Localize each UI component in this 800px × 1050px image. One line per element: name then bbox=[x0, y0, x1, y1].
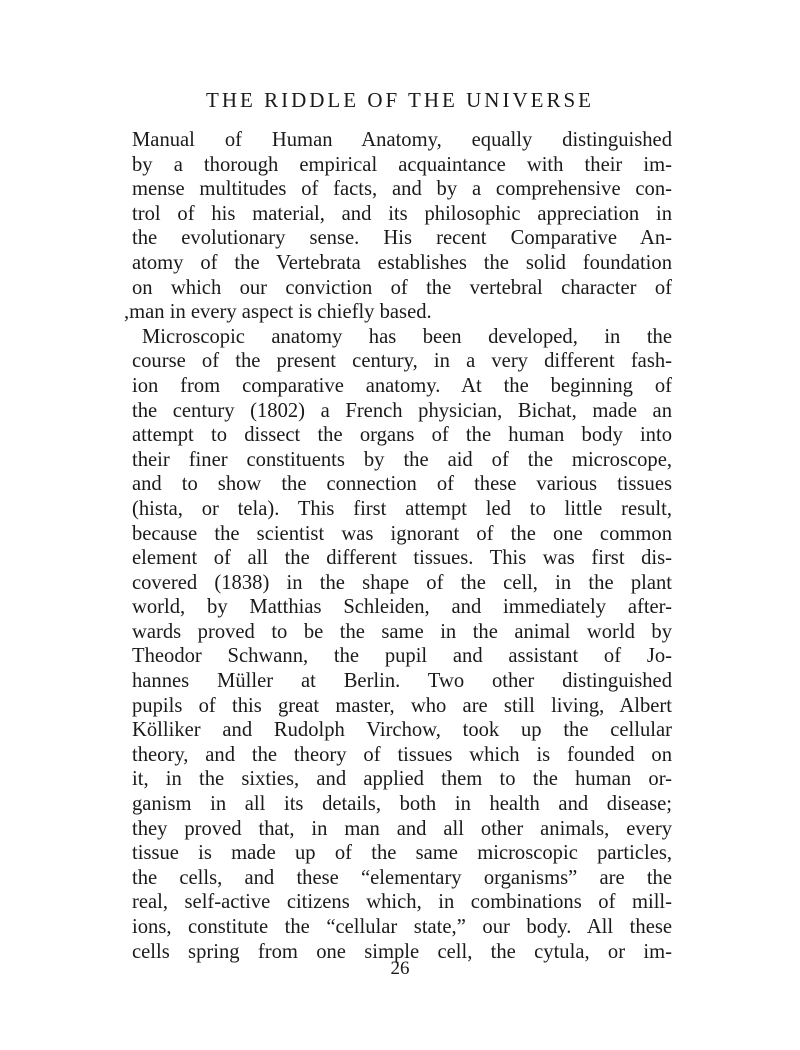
text-line: the cells, and these “elementary organisms” are the bbox=[132, 866, 672, 889]
text-line: element of all the different tissues. This was first dis- bbox=[132, 547, 672, 570]
text-line: and to show the connection of these various tissues bbox=[132, 473, 672, 496]
text-line: world, by Matthias Schleiden, and immediately after- bbox=[132, 596, 672, 619]
text-line: their finer constituents by the aid of the microscope, bbox=[132, 448, 672, 471]
text-line: Microscopic anatomy has been developed, in the bbox=[142, 325, 672, 348]
text-line: Theodor Schwann, the pupil and assistant of Jo- bbox=[132, 645, 672, 668]
page-number: 26 bbox=[390, 958, 410, 979]
text-line: ion from comparative anatomy. At the beginning of bbox=[132, 374, 672, 397]
text-line: ions, constitute the “cellular state,” our body. All these bbox=[132, 916, 672, 938]
text-line: course of the present century, in a very different fash- bbox=[132, 350, 672, 373]
text-line: Kölliker and Rudolph Virchow, took up the cellular bbox=[132, 719, 672, 742]
text-line: wards proved to be the same in the animal world by bbox=[132, 620, 672, 643]
text-line: ganism in all its details, both in health and disease; bbox=[132, 793, 672, 816]
paragraph bbox=[132, 325, 672, 964]
text-line: ,man in every aspect is chiefly based. bbox=[124, 301, 432, 324]
text-line: covered (1838) in the shape of the cell, in the plant bbox=[132, 571, 672, 594]
text-line: cells spring from one simple cell, the cytula, or im- bbox=[132, 940, 672, 963]
paragraph bbox=[124, 128, 672, 325]
text-line: trol of his material, and its philosophic appreciation in bbox=[132, 202, 672, 225]
text-line: the evolutionary sense. His recent Comparative An- bbox=[132, 227, 672, 250]
text-line: Manual of Human Anatomy, equally distinguished bbox=[132, 129, 672, 151]
text-line: tissue is made up of the same microscopic particles, bbox=[132, 842, 672, 865]
text-line: real, self-active citizens which, in combinations of mill- bbox=[132, 891, 672, 914]
text-line: on which our conviction of the vertebral character of bbox=[132, 276, 672, 299]
text-line: pupils of this great master, who are still living, Albert bbox=[132, 694, 672, 717]
text-line: attempt to dissect the organs of the human body into bbox=[132, 424, 672, 447]
text-line: they proved that, in man and all other animals, every bbox=[132, 817, 672, 840]
text-line: it, in the sixties, and applied them to the human or- bbox=[132, 768, 672, 791]
text-line: theory, and the theory of tissues which is founded on bbox=[132, 743, 672, 766]
text-line: atomy of the Vertebrata establishes the solid foundation bbox=[132, 251, 672, 274]
text-line: because the scientist was ignorant of the one common bbox=[132, 522, 672, 545]
text-line: the century (1802) a French physician, Bichat, made an bbox=[132, 399, 672, 422]
text-line: hannes Müller at Berlin. Two other distinguished bbox=[132, 670, 672, 693]
body-text bbox=[124, 128, 672, 964]
text-line: by a thorough empirical acquaintance with their im- bbox=[132, 153, 672, 176]
running-head: THE RIDDLE OF THE UNIVERSE bbox=[206, 88, 594, 112]
text-line: mense multitudes of facts, and by a comprehensive con- bbox=[132, 178, 672, 201]
text-line: (hista, or tela). This first attempt led to little result, bbox=[132, 497, 672, 520]
